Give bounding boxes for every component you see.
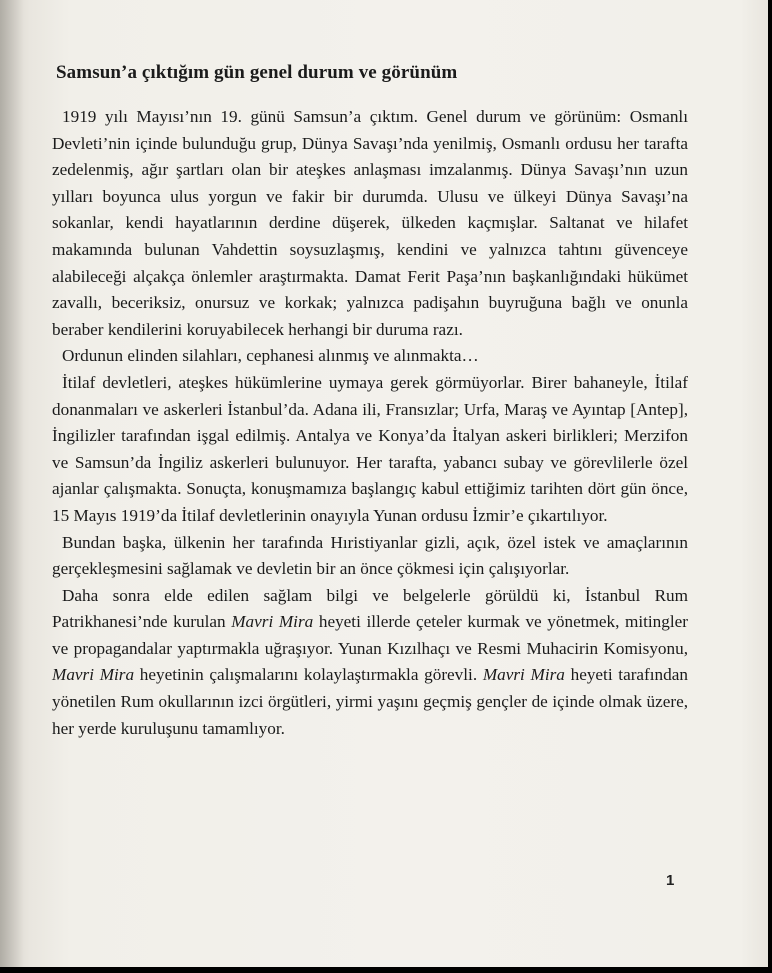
paragraph-1: 1919 yılı Mayısı’nın 19. günü Samsun’a çıktım. Genel durum ve görünüm: Osmanlı Devleti’nin içinde bulunduğu grup, Dünya Savaşı’nda yenilmiş, Osmanlı ordusu her tarafta zedelenmiş, ağır şartları olan bir ateşkes anlaşması imzalanmış. Dünya Savaşı’nın uzun yılları boyunca ulus yorgun ve fakir bir durumda. Ulusu ve ülkeyi Dünya Savaşı’na sokanlar, kendi hayatlarının derdine düşerek, ülkeden kaçmışlar. Saltanat ve hilafet makamında bulunan Vahdettin soysuzlaşmış, kendini ve yalnızca tahtını güvenceye alabileceği alçakça önlemler araştırmakta. Damat Ferit Paşa’nın başkanlığındaki hükümet zavallı, beceriksiz, onursuz ve korkak; yalnızca padişahın buyruğuna bağlı ve onunla beraber kendilerini koruyabilecek herhangi bir duruma razı.: [52, 107, 688, 339]
page-number: 1: [666, 872, 675, 889]
paragraph-4: Bundan başka, ülkenin her tarafında Hıristiyanlar gizli, açık, özel istek ve amaçlarının gerçekleşmesini sağlamak ve devletin bir an önce çökmesi için çalışıyorlar.: [52, 532, 688, 579]
page-content: [52, 62, 688, 742]
photo-border-right: [768, 0, 772, 973]
section-heading: Samsun’a çıktığım gün genel durum ve görünüm: [56, 62, 458, 83]
paragraph-5: Daha sonra elde edilen sağlam bilgi ve belgelerle görüldü ki, İstanbul Rum Patrikhanesi’nde kurulan Mavri Mira heyeti illerde çeteler kurmak ve yönetmek, mitingler ve propagandalar yaptırmakla uğraşıyor. Yunan Kızılhaçı ve Resmi Muhacirin Komisyonu, Mavri Mira heyetinin çalışmalarını kolaylaştırmakla görevli. Mavri Mira heyeti tarafından yönetilen Rum okullarının izci örgütleri, yirmi yaşını geçmiş gençler de içinde olmak üzere, her yerde kuruluşunu tamamlıyor.: [52, 585, 688, 738]
show-through-text: [60, 0, 720, 60]
spine-shadow: [0, 0, 24, 967]
paragraph-2: Ordunun elinden silahları, cephanesi alınmış ve alınmakta…: [62, 346, 479, 366]
paragraph-3: İtilaf devletleri, ateşkes hükümlerine uymaya gerek görmüyorlar. Birer bahaneyle, İtilaf donanmaları ve askerleri İstanbul’da. Adana ili, Fransızlar; Urfa, Maraş ve Ayıntap [Antep], İngilizler tarafından işgal edilmiş. Antalya ve Konya’da İtalyan askeri birlikleri; Merzifon ve Samsun’da İngiliz askerleri bulunuyor. Her tarafta, yabancı subay ve görevlilerle özel ajanlar çalışmakta. Sonuçta, konuşmamıza başlangıç kabul ettiğimiz tarihten dört gün önce, 15 Mayıs 1919’da İtilaf devletlerinin onayıyla Yunan ordusu İzmir’e çıkartılıyor.: [52, 372, 688, 525]
photo-border-bottom: [0, 967, 772, 973]
